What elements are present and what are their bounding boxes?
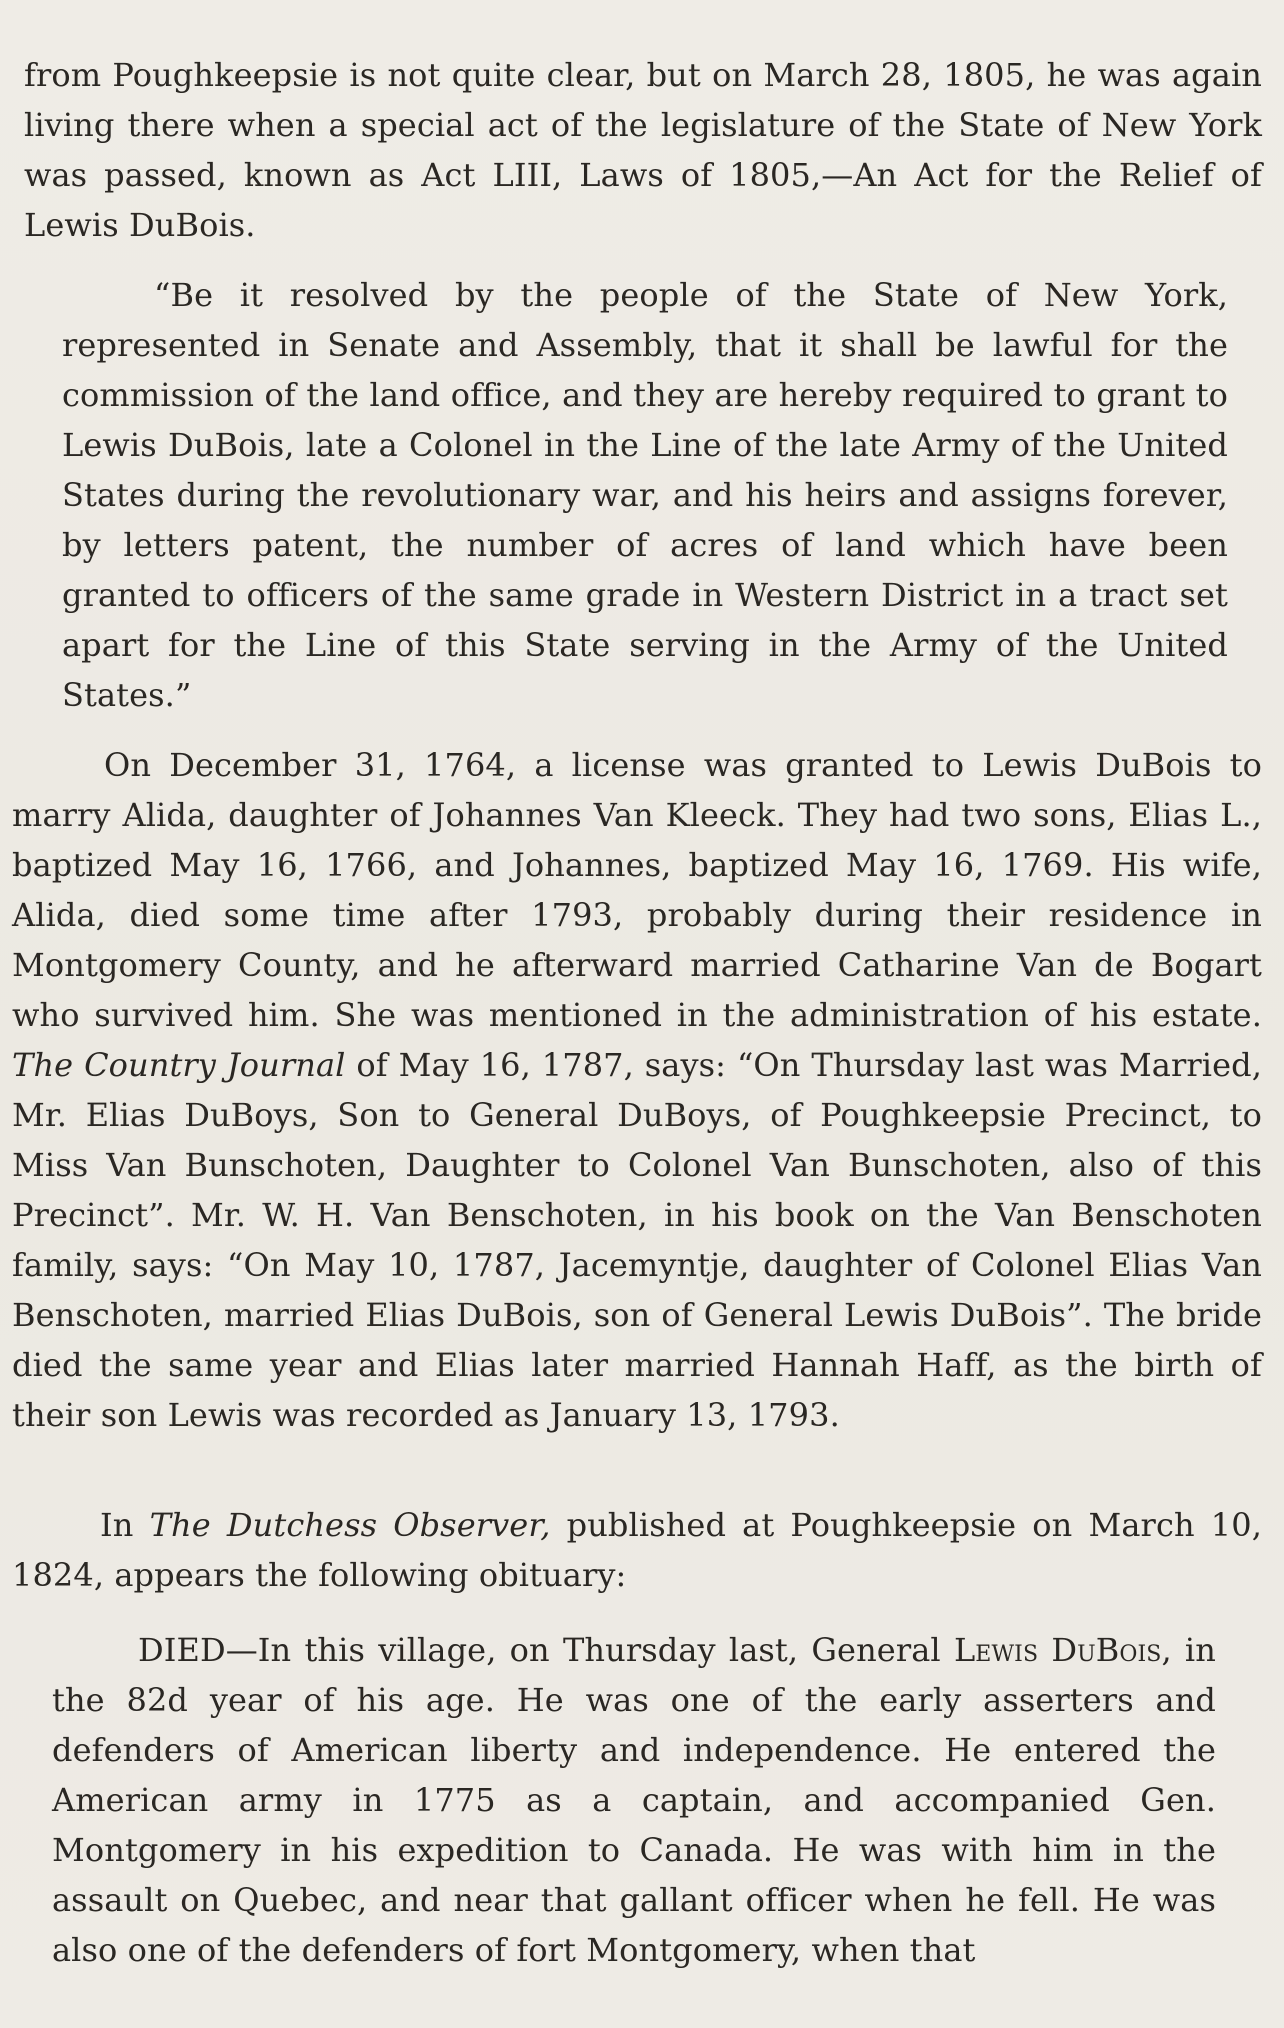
paragraph-act-liii-text: from Poughkeepsie is not quite clear, but on March 28, 1805, he was again living there when a special act of the legislature of the State of New York was passed, known as Act LIII, Laws of 1805,—An Act for the Relief of Lewis DuBois.	[24, 56, 1262, 244]
legislative-quote-text: “Be it resolved by the people of the State of New York, represented in Senate and Assembly, that it shall be lawful for the commission of the land office, and they are hereby required to grant to Lewis DuBois, late a Colonel in the Line of the late Army of the United States during the revolutionary war, and his heirs and assigns forever, by letters patent, the number of acres of land which have been granted to officers of the same grade in Western District in a tract set apart for the Line of this State serving in the Army of the United States.”	[62, 276, 1228, 714]
paragraph-marriages-text-1: On December 31, 1764, a license was granted to Lewis DuBois to marry Alida, daughter of Johannes Van Kleeck. They had two sons, Elias L., baptized May 16, 1766, and Johannes, baptized May 16, 1769. His wife, Alida, died some time after 1793, probably during their residence in Montgomery County, and he afterward married Catharine Van de Bogart who survived him. She was mentioned in the administration of his estate.	[12, 746, 1262, 1034]
obituary-text-1: DIED—In this village, on Thursday last, General	[138, 1631, 954, 1669]
dutchess-observer-title: The Dutchess Observer,	[149, 1506, 551, 1544]
paragraph-act-liii	[24, 50, 1262, 250]
country-journal-title: The Country Journal	[12, 1046, 346, 1084]
paragraph-marriages	[12, 740, 1262, 1440]
obituary-name-small-caps: Lewis DuBois,	[953, 1631, 1172, 1669]
obituary-text-2: in the 82d year of his age. He was one of the early asserters and defenders of American liberty and independence. He entered the American army in 1775 as a captain, and accompanied Gen. Montgomery in his expedition to Canada. He was with him in the assault on Quebec, and near that gallant officer when he fell. He was also one of the defenders of fort Montgomery, when that	[52, 1631, 1216, 1969]
legislative-quote	[62, 270, 1228, 720]
paragraph-obituary-intro-text-1: In	[100, 1506, 150, 1544]
paragraph-marriages-text-2: of May 16, 1787, says: “On Thursday last was Married, Mr. Elias DuBoys, Son to General DuBoys, of Poughkeepsie Precinct, to Miss Van Bunschoten, Daughter to Colonel Van Bunschoten, also of this Precinct”. Mr. W. H. Van Benschoten, in his book on the Van Benschoten family, says: “On May 10, 1787, Jacemyntje, daughter of Colonel Elias Van Benschoten, married Elias DuBois, son of General Lewis DuBois”. The bride died the same year and Elias later married Hannah Haff, as the birth of their son Lewis was recorded as January 13, 1793.	[12, 1046, 1262, 1434]
paragraph-obituary-intro-text-2: published at Poughkeepsie on March 10, 1824, appears the following obituary:	[12, 1506, 1262, 1594]
paragraph-obituary-intro	[12, 1500, 1262, 1600]
obituary-text	[52, 1625, 1216, 1975]
